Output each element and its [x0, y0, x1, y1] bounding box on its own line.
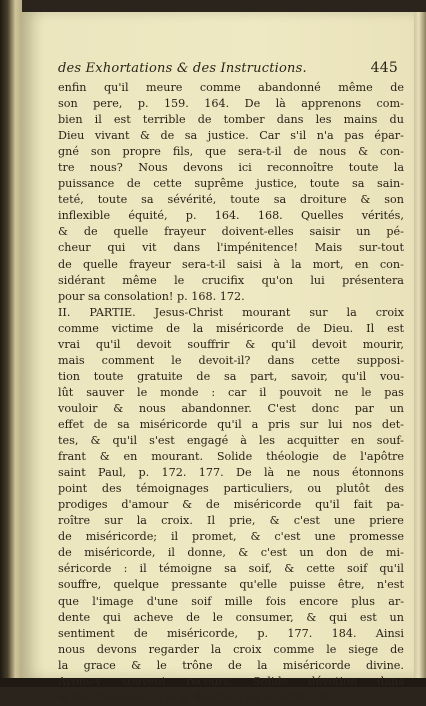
text-line: vouloir & nous abandonner. C'est donc par un	[58, 401, 404, 415]
text-line: son pere, p. 159. 164. De là apprenons com-	[58, 97, 404, 111]
text-line: que l'image d'une soif mille fois encore plus ar-	[58, 594, 404, 608]
text-line: de quelle frayeur sera-t-il saisi à la mort, en con-	[58, 257, 404, 271]
page-number: 445	[370, 60, 398, 76]
text-line: enfin qu'il meure comme abandonné même de	[58, 81, 404, 94]
text-line: comme victime de la miséricorde de Dieu. Il est	[58, 321, 404, 335]
text-line: effet de sa miséricorde qu'il a pris sur lui nos det-	[58, 417, 404, 431]
text-line: & de quelle frayeur doivent-elles saisir un pé-	[58, 225, 404, 239]
text-line: tes, & qu'il s'est engagé à les acquitter en souf-	[58, 434, 404, 448]
text-line: tion toute gratuite de sa part, savoir, qu'il vou-	[58, 369, 404, 383]
running-title: des Exhortations & des Instructions.	[58, 61, 307, 76]
text-line: Ayons-y souvent recours. Solide dévotion dans	[58, 674, 404, 688]
text-line: souffre, quelque pressante qu'elle puisse être, n'est	[58, 578, 404, 592]
text-line: sidérant même le crucifix qu'on lui présentera	[58, 273, 404, 287]
text-line: inflexible équité, p. 164. 168. Quelles vérités,	[58, 209, 404, 223]
text-line: la grace & le trône de la miséricorde divine.	[58, 658, 404, 672]
text-line: séricorde : il témoigne sa soif, & cette soif qu'il	[58, 562, 404, 576]
text-line: saint Paul, p. 172. 177. De là ne nous étonnons	[58, 466, 404, 480]
body-text	[58, 80, 404, 706]
text-line: roître sur la croix. Il prie, & c'est une priere	[58, 514, 404, 528]
text-line: cheur qui vit dans l'impénitence! Mais sur-tout	[58, 241, 404, 255]
text-line: vrai qu'il devoit souffrir & qu'il devoit mourir,	[58, 337, 404, 351]
text-line: bien il est terrible de tomber dans les mains du	[58, 113, 404, 127]
text-line: tre nous? Nous devons ici reconnoître toute la	[58, 161, 404, 175]
text-line: mais comment le devoit-il? dans cette supposi-	[58, 353, 404, 367]
text-line: II. PARTIE. Jesus-Christ mourant sur la croix	[58, 305, 404, 319]
text-line: de miséricorde; il promet, & c'est une promesse	[58, 530, 404, 544]
text-line: point des témoignages particuliers, ou plutôt des	[58, 482, 404, 496]
text-line: pour sa consolation! p. 168. 172.	[58, 289, 245, 303]
text-line: nous devons regarder la croix comme le siege de	[58, 642, 404, 656]
text-line: Dieu vivant & de sa justice. Car s'il n'a pas épar-	[58, 129, 404, 143]
text-line: teté, toute sa sévérité, toute sa droiture & son	[58, 193, 404, 207]
text-line: de miséricorde, il donne, & c'est un don de mi-	[58, 546, 404, 560]
text-line: sentiment de miséricorde, p. 177. 184. Ainsi	[58, 626, 404, 640]
running-header	[58, 60, 398, 76]
text-line: frant & en mourant. Solide théologie de l'apôtre	[58, 450, 404, 464]
text-line: puissance de cette suprême justice, toute sa sain-	[58, 177, 404, 191]
text-line: le christianisme, que la dévotion au crucifix. Où	[58, 690, 330, 704]
book-gutter-shadow	[0, 0, 22, 687]
text-line: lût sauver le monde : car il pouvoit ne le pas	[58, 385, 404, 399]
text-line: gné son propre fils, que sera-t-il de nous & con-	[58, 145, 404, 159]
page-edge	[414, 12, 426, 678]
text-line: dente qui acheve de le consumer, & qui est un	[58, 610, 404, 624]
text-line: prodiges d'amour & de miséricorde qu'il fait pa-	[58, 498, 404, 512]
